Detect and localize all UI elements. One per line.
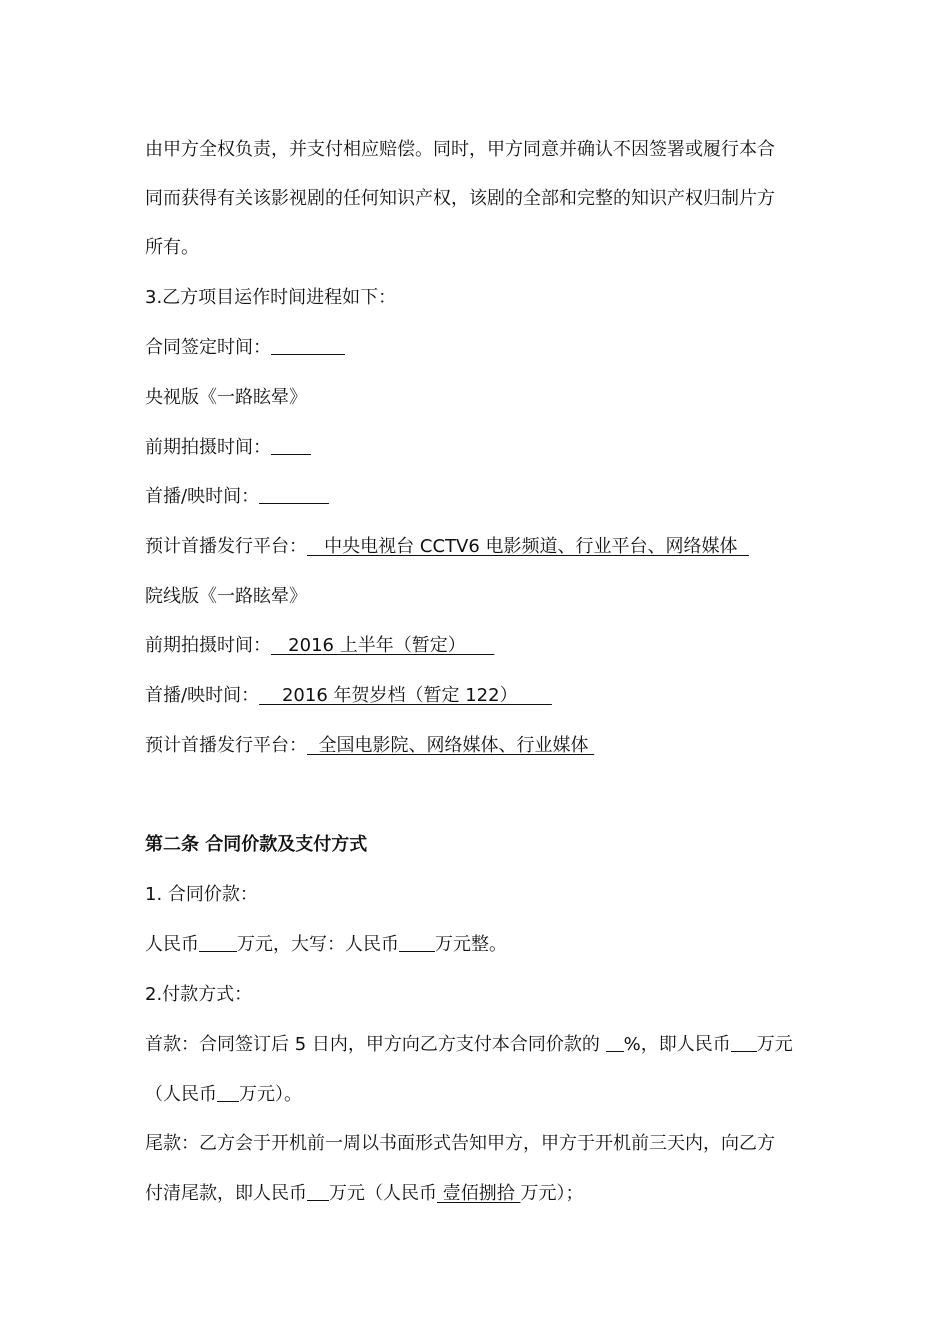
first-payment-uppercase-end: 万元）。 bbox=[239, 1084, 302, 1105]
contract-price-row bbox=[145, 933, 507, 957]
cinema-platform-row bbox=[145, 734, 594, 758]
cinema-platform-value: 全国电影院、网络媒体、行业媒体 bbox=[307, 735, 595, 756]
price-blank bbox=[199, 933, 237, 952]
contract-sign-time-row bbox=[145, 336, 345, 360]
first-payment-uppercase-blank bbox=[217, 1083, 239, 1102]
final-payment-row-2 bbox=[145, 1182, 583, 1206]
section-heading: 第二条 合同价款及支付方式 bbox=[145, 834, 368, 855]
contract-sign-time-label: 合同签定时间： bbox=[145, 337, 271, 358]
cinema-premiere-time-label: 首播/映时间： bbox=[145, 685, 260, 706]
cctv-platform-label: 预计首播发行平台： bbox=[145, 536, 307, 557]
paragraph-line: 所有。 bbox=[145, 237, 199, 258]
cctv-platform-value: 中央电视台 CCTV6 电影频道、行业平台、网络媒体 bbox=[307, 536, 749, 557]
price-end-label: 万元整。 bbox=[435, 934, 507, 955]
paragraph-line: 同而获得有关该影视剧的任何知识产权，该剧的全部和完整的知识产权归制片方 bbox=[145, 188, 775, 209]
first-payment-uppercase-label: （人民币 bbox=[145, 1084, 217, 1105]
cctv-premiere-time-row bbox=[145, 485, 329, 509]
payment-method-item: 2.付款方式： bbox=[145, 984, 253, 1005]
final-payment-uppercase-value: 壹佰捌拾 bbox=[437, 1183, 521, 1204]
cctv-premiere-time-label: 首播/映时间： bbox=[145, 486, 260, 507]
cctv-shooting-time-label: 前期拍摄时间： bbox=[145, 437, 271, 458]
rmb-label: 人民币 bbox=[145, 934, 199, 955]
cinema-shooting-time-value: 2016 上半年（暂定） bbox=[271, 635, 495, 656]
final-payment-uppercase-label: 万元（人民币 bbox=[329, 1183, 437, 1204]
cinema-platform-label: 预计首播发行平台： bbox=[145, 735, 307, 756]
cinema-premiere-time-row bbox=[145, 684, 552, 708]
first-payment-rmb: %，即人民币 bbox=[623, 1034, 731, 1055]
final-payment-row: 尾款：乙方会于开机前一周以书面形式告知甲方，甲方于开机前三天内，向乙方 bbox=[145, 1133, 775, 1154]
cctv-version-title: 央视版《一路眩晕》 bbox=[145, 387, 307, 408]
final-payment-text: 付清尾款，即人民币 bbox=[145, 1183, 307, 1204]
first-payment-row bbox=[145, 1033, 793, 1057]
price-uppercase-blank bbox=[399, 933, 435, 952]
cctv-premiere-time-blank bbox=[259, 485, 329, 504]
final-payment-amount-blank bbox=[307, 1182, 329, 1201]
price-uppercase-label: 万元，大写：人民币 bbox=[237, 934, 399, 955]
cinema-shooting-time-row bbox=[145, 634, 494, 658]
first-payment-amount-blank bbox=[731, 1033, 757, 1052]
contract-sign-time-blank bbox=[271, 336, 345, 355]
cctv-platform-row bbox=[145, 535, 749, 559]
cinema-premiere-time-value: 2016 年贺岁档（暂定 122） bbox=[259, 685, 552, 706]
cctv-shooting-time-row bbox=[145, 436, 311, 460]
final-payment-end: 万元）； bbox=[520, 1183, 584, 1204]
percent-blank bbox=[606, 1033, 624, 1052]
schedule-intro: 3.乙方项目运作时间进程如下： bbox=[145, 287, 397, 308]
cinema-shooting-time-label: 前期拍摄时间： bbox=[145, 635, 271, 656]
contract-price-item: 1. 合同价款： bbox=[145, 884, 258, 905]
cctv-shooting-time-blank bbox=[271, 436, 311, 455]
first-payment-unit: 万元 bbox=[756, 1034, 793, 1055]
first-payment-row-2 bbox=[145, 1083, 302, 1107]
first-payment-text: 首款：合同签订后 5 日内，甲方向乙方支付本合同价款的 bbox=[145, 1034, 606, 1055]
cinema-version-title: 院线版《一路眩晕》 bbox=[145, 586, 307, 607]
paragraph-line: 由甲方全权负责，并支付相应赔偿。同时，甲方同意并确认不因签署或履行本合 bbox=[145, 139, 775, 160]
